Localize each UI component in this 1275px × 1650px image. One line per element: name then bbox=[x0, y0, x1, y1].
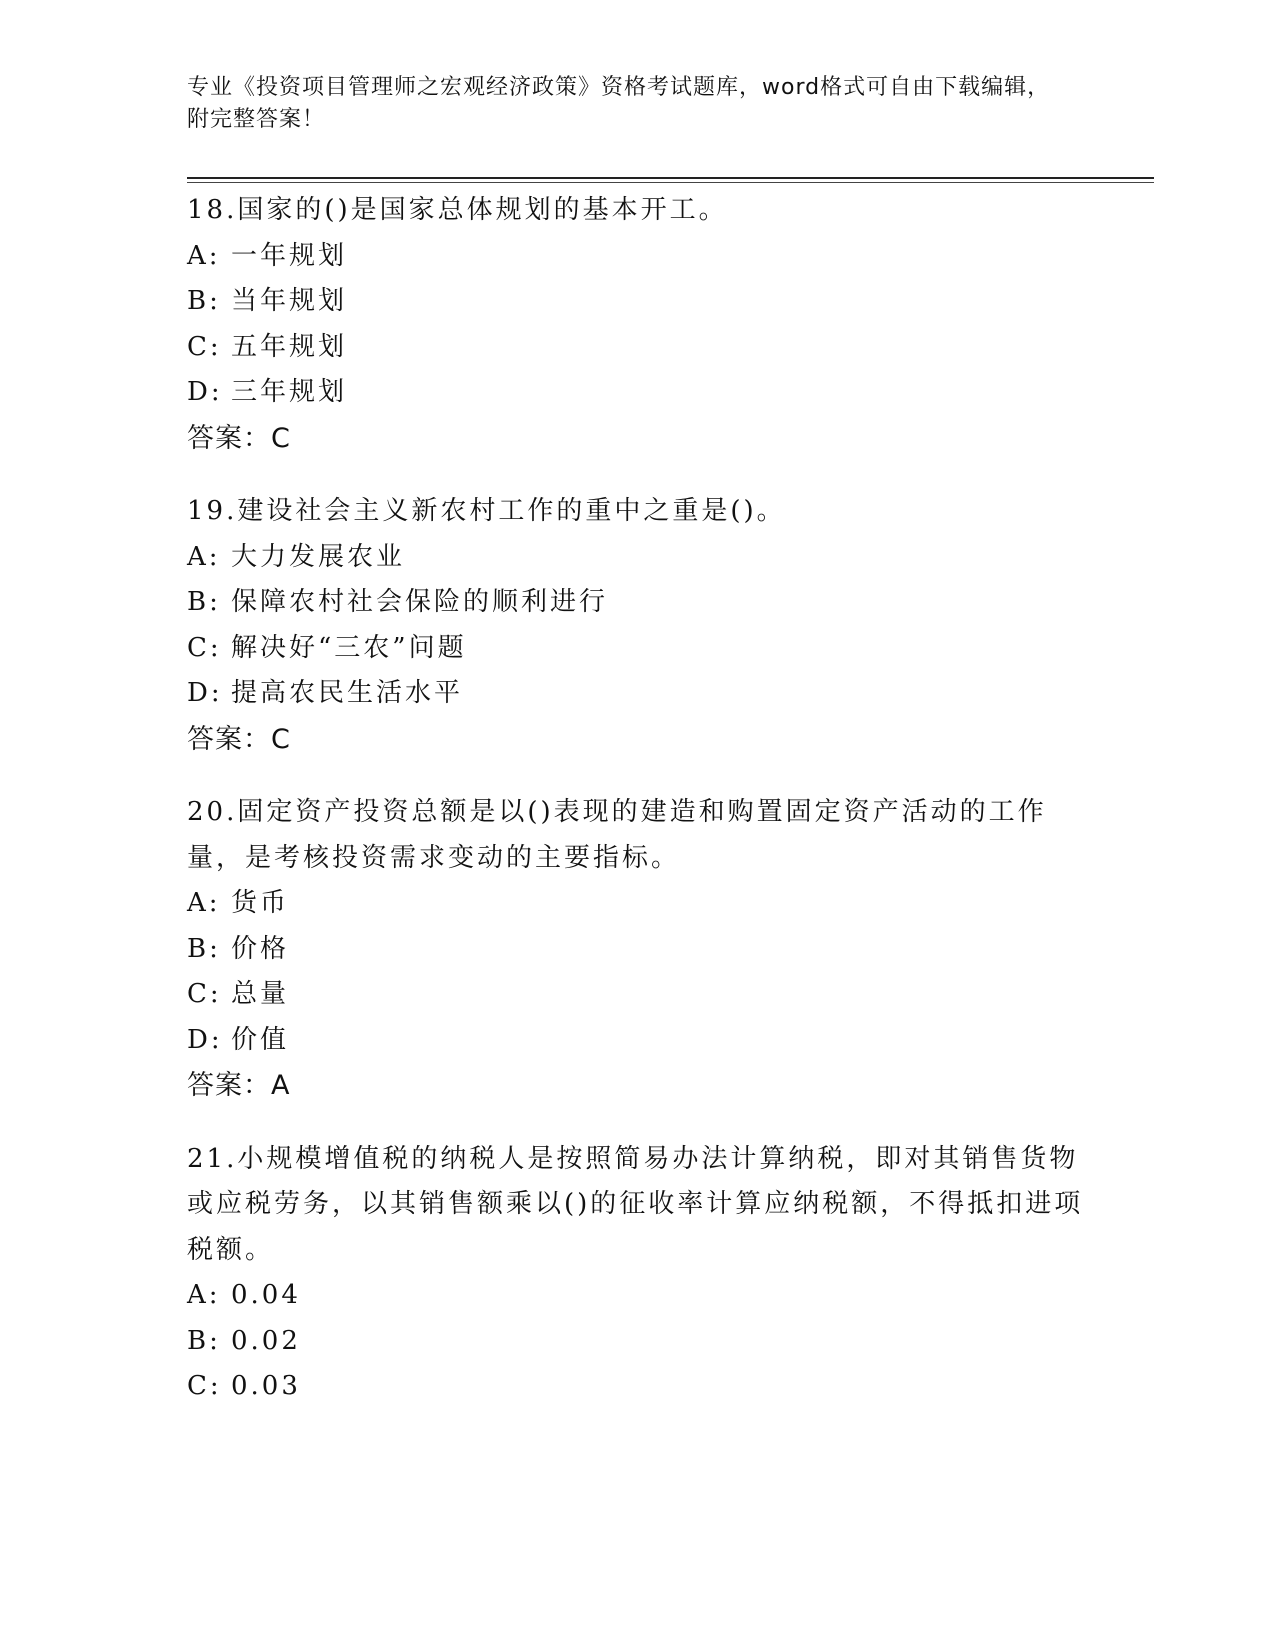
question-stem: 18.国家的()是国家总体规划的基本开工。 bbox=[187, 195, 728, 225]
option-key: B: bbox=[187, 286, 221, 316]
document-description: 专业《投资项目管理师之宏观经济政策》资格考试题库，word格式可自由下载编辑，附完整答案！ bbox=[187, 75, 1051, 132]
option-key: C: bbox=[187, 1371, 222, 1401]
option-b bbox=[187, 279, 1087, 325]
option-text: 解决好“三农”问题 bbox=[231, 632, 467, 663]
option-c bbox=[187, 626, 1087, 672]
option-a bbox=[187, 881, 1087, 927]
option-c bbox=[187, 325, 1087, 371]
option-text: 当年规划 bbox=[231, 286, 348, 316]
option-key: D: bbox=[187, 377, 223, 407]
option-key: A: bbox=[187, 888, 221, 918]
option-key: D: bbox=[187, 678, 223, 708]
option-b bbox=[187, 580, 1087, 626]
question-stem: 19.建设社会主义新农村工作的重中之重是()。 bbox=[187, 496, 786, 526]
option-text: 五年规划 bbox=[231, 331, 348, 362]
option-a bbox=[187, 535, 1087, 581]
option-text: 0.03 bbox=[231, 1371, 301, 1401]
option-a bbox=[187, 1273, 1087, 1319]
option-key: A: bbox=[187, 1280, 221, 1310]
question-stem: 20.固定资产投资总额是以()表现的建造和购置固定资产活动的工作量，是考核投资需求变动的主要指标。 bbox=[187, 797, 1047, 873]
option-key: A: bbox=[187, 541, 221, 572]
answer-line: 答案：C bbox=[187, 723, 291, 755]
option-b bbox=[187, 927, 1087, 973]
option-text: 一年规划 bbox=[231, 240, 348, 271]
answer-line: 答案：A bbox=[187, 1070, 291, 1101]
question-20 bbox=[187, 790, 1087, 1109]
header-divider bbox=[187, 177, 1154, 179]
header-divider-thin bbox=[187, 182, 1154, 183]
option-key: B: bbox=[187, 933, 221, 964]
option-key: A: bbox=[187, 240, 221, 271]
option-text: 三年规划 bbox=[231, 377, 348, 407]
option-text: 保障农村社会保险的顺利进行 bbox=[231, 587, 609, 617]
question-18 bbox=[187, 188, 1087, 461]
option-c bbox=[187, 1364, 1087, 1410]
option-text: 提高农民生活水平 bbox=[231, 678, 464, 708]
question-21 bbox=[187, 1137, 1087, 1410]
option-text: 价格 bbox=[231, 933, 290, 964]
option-key: C: bbox=[187, 632, 222, 663]
question-19 bbox=[187, 489, 1087, 762]
option-d bbox=[187, 671, 1087, 717]
option-text: 0.04 bbox=[231, 1280, 301, 1310]
option-text: 总量 bbox=[231, 979, 290, 1009]
option-b bbox=[187, 1319, 1087, 1365]
answer-line: 答案：C bbox=[187, 422, 291, 454]
option-d bbox=[187, 1018, 1087, 1064]
option-text: 0.02 bbox=[231, 1325, 301, 1356]
question-stem: 21.小规模增值税的纳税人是按照简易办法计算纳税，即对其销售货物或应税劳务，以其销售额乘以()的征收率计算应纳税额，不得抵扣进项税额。 bbox=[187, 1143, 1084, 1265]
option-c bbox=[187, 972, 1087, 1018]
option-key: D: bbox=[187, 1024, 223, 1055]
option-text: 大力发展农业 bbox=[231, 541, 406, 572]
option-key: C: bbox=[187, 979, 222, 1009]
option-d bbox=[187, 370, 1087, 416]
option-text: 价值 bbox=[231, 1024, 290, 1055]
option-key: B: bbox=[187, 587, 221, 617]
option-key: C: bbox=[187, 331, 222, 362]
option-a bbox=[187, 234, 1087, 280]
option-key: B: bbox=[187, 1325, 221, 1356]
option-text: 货币 bbox=[231, 888, 290, 918]
question-list bbox=[187, 188, 1087, 1438]
